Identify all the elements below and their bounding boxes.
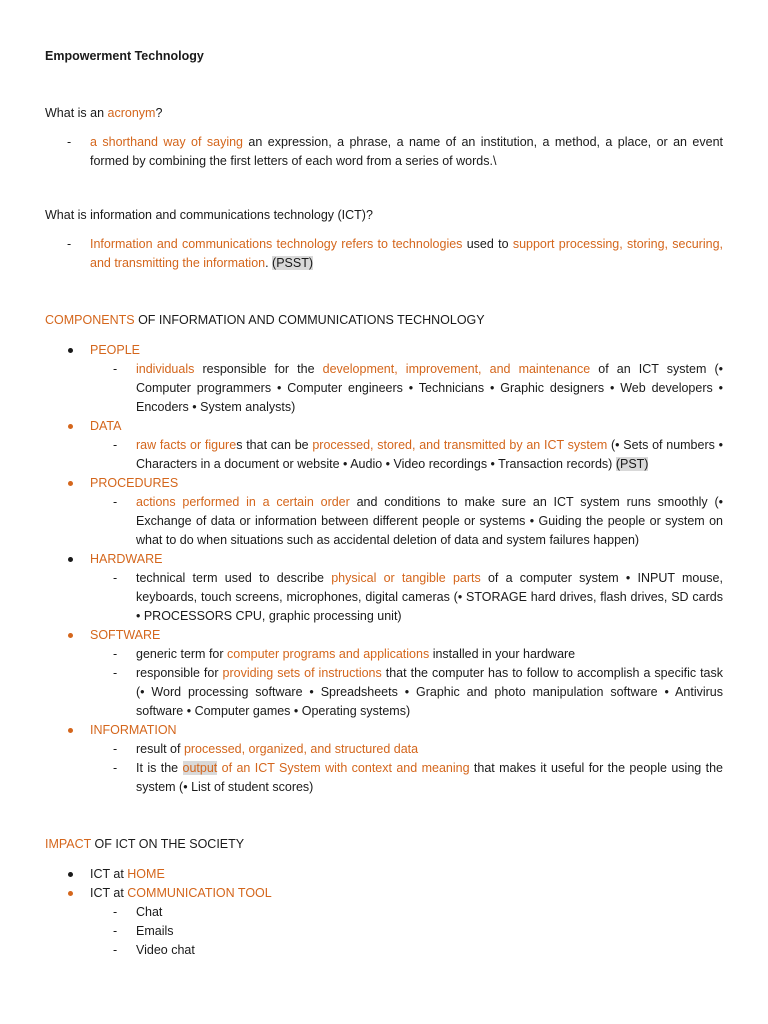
desc-keyword-output: output [182, 761, 218, 775]
answer-keyword: a shorthand way of saying [90, 135, 244, 149]
impact-home [45, 865, 723, 884]
desc-text: generic term for [136, 647, 228, 661]
impact-text: ICT at [90, 886, 128, 900]
desc-text: and conditions to make sure an ICT system runs smoothly (• Exchange of data or information between different people or systems • Guiding the people or system on what to do when situations such as accidental deletion of data and system failures happen) [136, 495, 723, 547]
desc-keyword: raw facts or figure [136, 438, 237, 452]
heading-impact [45, 835, 723, 854]
component-label: HARDWARE [90, 552, 163, 566]
answer-keyword-psst: support processing, storing, securing, and transmitting the information [90, 237, 724, 270]
impact-text: ICT at [90, 867, 128, 881]
desc-text: technical term used to describe [136, 571, 332, 585]
impact-keyword: COMMUNICATION TOOL [127, 886, 272, 900]
desc-keyword: processed, stored, and transmitted by an ICT system [312, 438, 608, 452]
component-label: PEOPLE [90, 343, 141, 357]
desc-text: It is the [136, 761, 183, 775]
communication-item-chat: - Chat [45, 903, 723, 922]
desc-text: responsible for [136, 666, 223, 680]
desc-text: s that can be [236, 438, 313, 452]
answer-keyword: Information and communications technology refers to technologies [90, 237, 463, 251]
desc-keyword: computer programs and applications [227, 647, 430, 661]
heading-components [45, 311, 723, 330]
desc-keyword: physical or tangible parts [331, 571, 481, 585]
question-ict: What is information and communications technology (ICT)? [45, 208, 373, 222]
desc-text: that the computer has to follow to accomplish a specific task (• Word processing software • Spreadsheets • Graphic and photo manipulation software • Antivirus software • Computer games • Operating systems) [136, 666, 724, 718]
component-people [45, 341, 723, 360]
component-hardware-desc [45, 569, 723, 626]
desc-text: result of [136, 742, 184, 756]
component-software-desc-1 [45, 645, 723, 664]
heading-keyword: IMPACT [45, 837, 92, 851]
heading-text: OF INFORMATION AND COMMUNICATIONS TECHNOLOGY [134, 313, 485, 327]
heading-keyword: COMPONENTS [45, 313, 135, 327]
document-page [45, 46, 723, 960]
component-software-desc-2 [45, 664, 723, 721]
communication-item-emails: - Emails [45, 922, 723, 941]
component-software [45, 626, 723, 645]
communication-item-video-chat: - Video chat [45, 941, 723, 960]
component-label: SOFTWARE [90, 628, 161, 642]
component-procedures [45, 474, 723, 493]
component-label: INFORMATION [90, 723, 177, 737]
answer-text: an expression, a phrase, a name of an institution, a method, a place, or an event formed by combining the first letters of each word from a series of words.\ [90, 135, 724, 168]
desc-text: (• Sets of numbers • Characters in a document or website • Audio • Video recordings • Transaction records) [136, 438, 724, 471]
desc-keyword: providing sets of instructions [222, 666, 382, 680]
component-data-desc [45, 436, 723, 474]
mnemonic-psst: (PSST) [272, 256, 314, 270]
heading-text: OF ICT ON THE SOCIETY [91, 837, 245, 851]
mnemonic-pst: (PST) [615, 457, 649, 471]
desc-text: installed in your hardware [429, 647, 576, 661]
impact-keyword: HOME [127, 867, 165, 881]
document-title: Empowerment Technology [45, 49, 204, 63]
question-text: What is an [45, 106, 108, 120]
keyword-acronym: acronym [107, 106, 156, 120]
component-label: PROCEDURES [90, 476, 179, 490]
answer-ict [45, 235, 723, 273]
component-data [45, 417, 723, 436]
component-people-desc [45, 360, 723, 417]
answer-acronym [45, 133, 723, 171]
desc-keyword: development, improvement, and maintenance [322, 362, 591, 376]
impact-communication [45, 884, 723, 903]
component-procedures-desc [45, 493, 723, 550]
desc-text: responsible for the [194, 362, 323, 376]
component-information [45, 721, 723, 740]
desc-keyword: of an ICT System with context and meaning [217, 761, 470, 775]
component-information-desc-2 [45, 759, 723, 797]
component-label: DATA [90, 419, 122, 433]
desc-text: of a computer system • INPUT mouse, keyboards, touch screens, microphones, digital cameras (• STORAGE hard drives, flash drives, SD cards • PROCESSORS CPU, graphic processing unit) [136, 571, 723, 623]
component-hardware [45, 550, 723, 569]
answer-text: used to [462, 237, 513, 251]
question-mark: ? [155, 106, 163, 120]
desc-keyword: processed, organized, and structured data [183, 742, 419, 756]
desc-keyword: actions performed in a certain order [136, 495, 350, 509]
desc-text: that makes it useful for the people using the system (• List of student scores) [136, 761, 723, 794]
question-acronym [45, 104, 723, 123]
desc-keyword: individuals [136, 362, 195, 376]
answer-text: . [265, 256, 273, 270]
desc-text: of an ICT system (• Computer programmers • Computer engineers • Technicians • Graphic designers • Web developers • Encoders • System analysts) [136, 362, 723, 414]
component-information-desc-1 [45, 740, 723, 759]
